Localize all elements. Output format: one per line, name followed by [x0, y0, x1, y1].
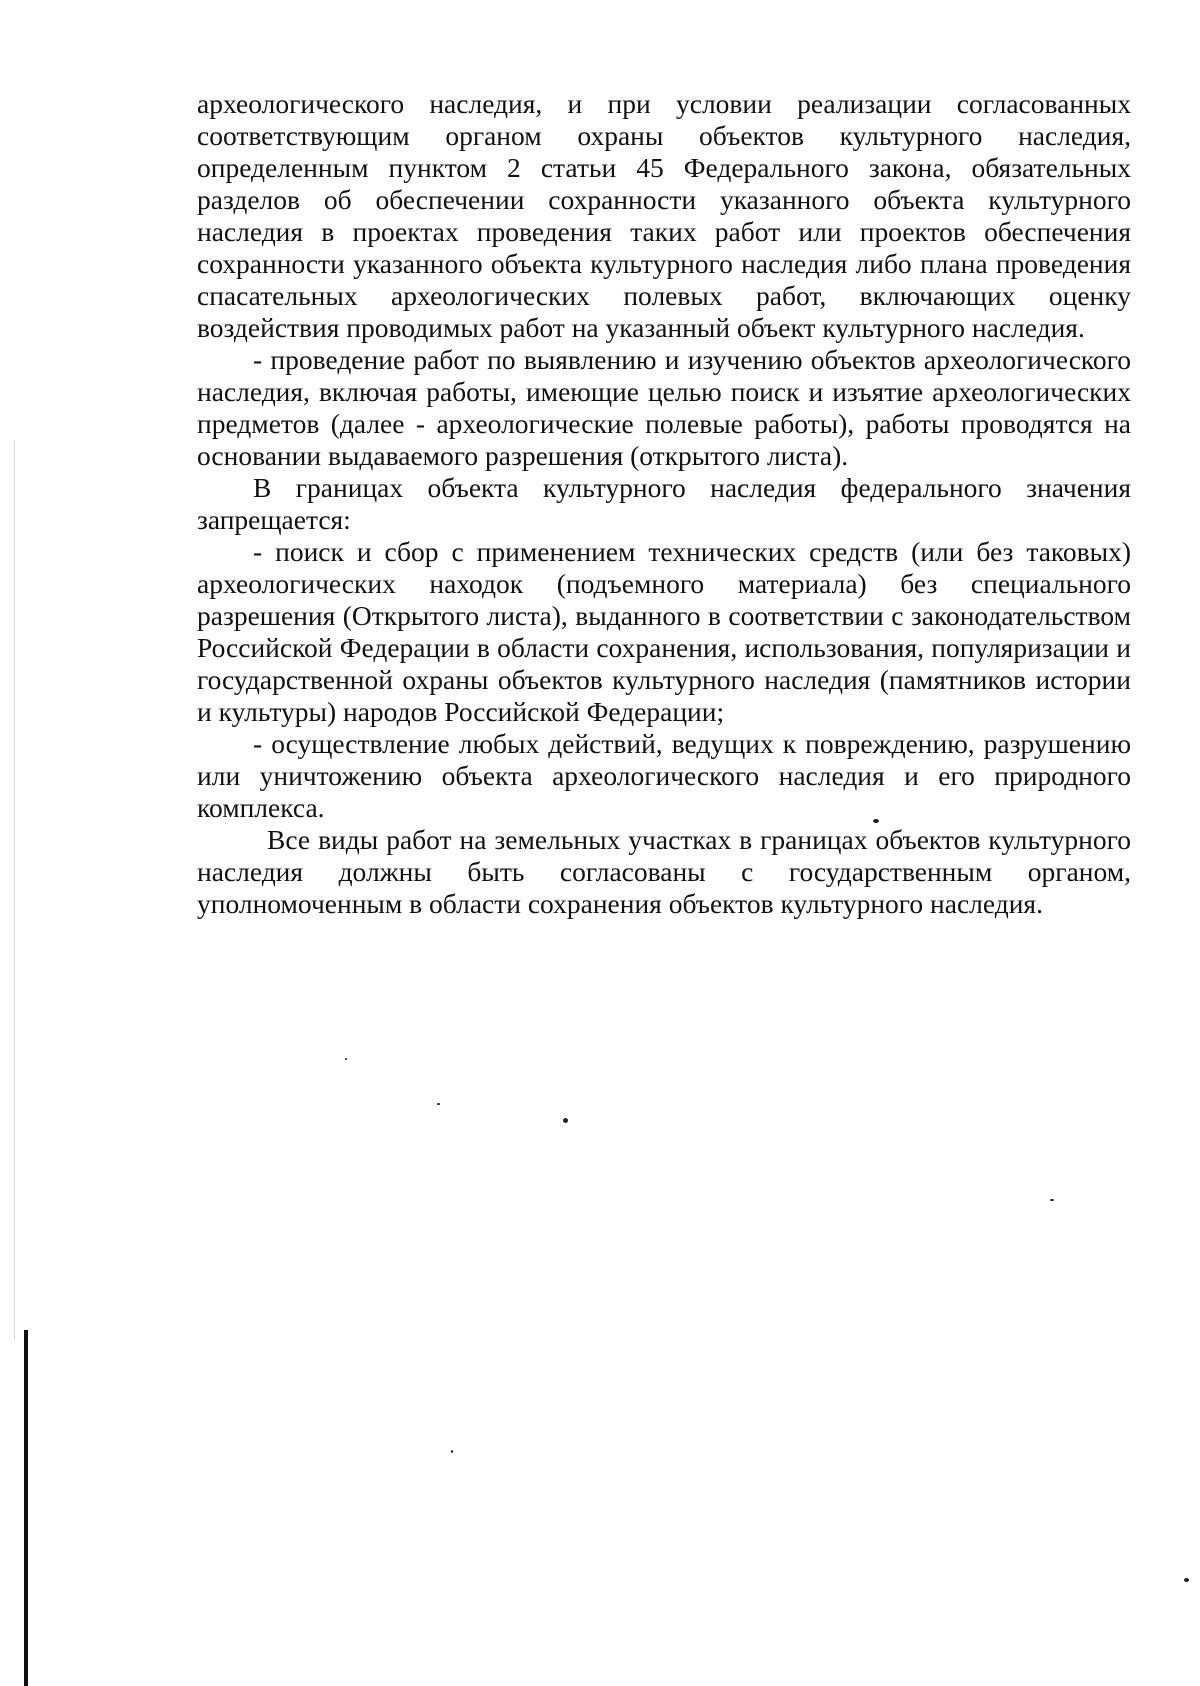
paragraph-damage-prohibition: - осуществление любых действий, ведущих к повреждению, разрушению или уничтожению объекта археологического наследия и его природного комплекса.	[197, 728, 1131, 823]
scan-speck	[563, 1118, 568, 1123]
scan-speck	[345, 1058, 347, 1060]
scan-speck	[1184, 1578, 1189, 1582]
scan-binding-shadow	[24, 1330, 28, 1686]
paragraph-search-prohibition: - поиск и сбор с применением технических средств (или без таковых) археологических находок (подъемного материала) без специального разрешения (Открытого листа), выданного в соответствии с законодательством Российской Федерации в области сохранения, использования, популяризации и государственной охраны объектов культурного наследия (памятников истории и культуры) народов Российской Федерации;	[197, 536, 1131, 727]
paragraph-continuation: археологического наследия, и при условии реализации согласованных соответствующим органом охраны объектов культурного наследия, определенным пунктом 2 статьи 45 Федерального закона, обязательных разделов об обеспечении сохранности указанного объекта культурного наследия в проектах проведения таких работ или проектов обеспечения сохранности указанного объекта культурного наследия либо плана проведения спасательных археологических полевых работ, включающих оценку воздействия проводимых работ на указанный объект культурного наследия.	[197, 88, 1131, 343]
scan-speck	[873, 819, 879, 823]
paragraph-approval-requirement: Все виды работ на земельных участках в границах объектов культурного наследия должны быть согласованы с государственным органом, уполномоченным в области сохранения объектов культурного наследия.	[197, 824, 1131, 919]
scan-speck	[1050, 1199, 1054, 1201]
scan-speck	[451, 1450, 453, 1453]
paragraph-prohibitions-intro: В границах объекта культурного наследия федерального значения запрещается:	[197, 472, 1131, 535]
scan-edge-line	[14, 440, 15, 1340]
paragraph-archaeological-works: - проведение работ по выявлению и изучению объектов археологического наследия, включая работы, имеющие целью поиск и изъятие археологических предметов (далее - археологические полевые работы), работы проводятся на основании выдаваемого разрешения (открытого листа).	[197, 344, 1131, 471]
document-body	[197, 88, 1131, 920]
scan-speck	[437, 1103, 440, 1105]
